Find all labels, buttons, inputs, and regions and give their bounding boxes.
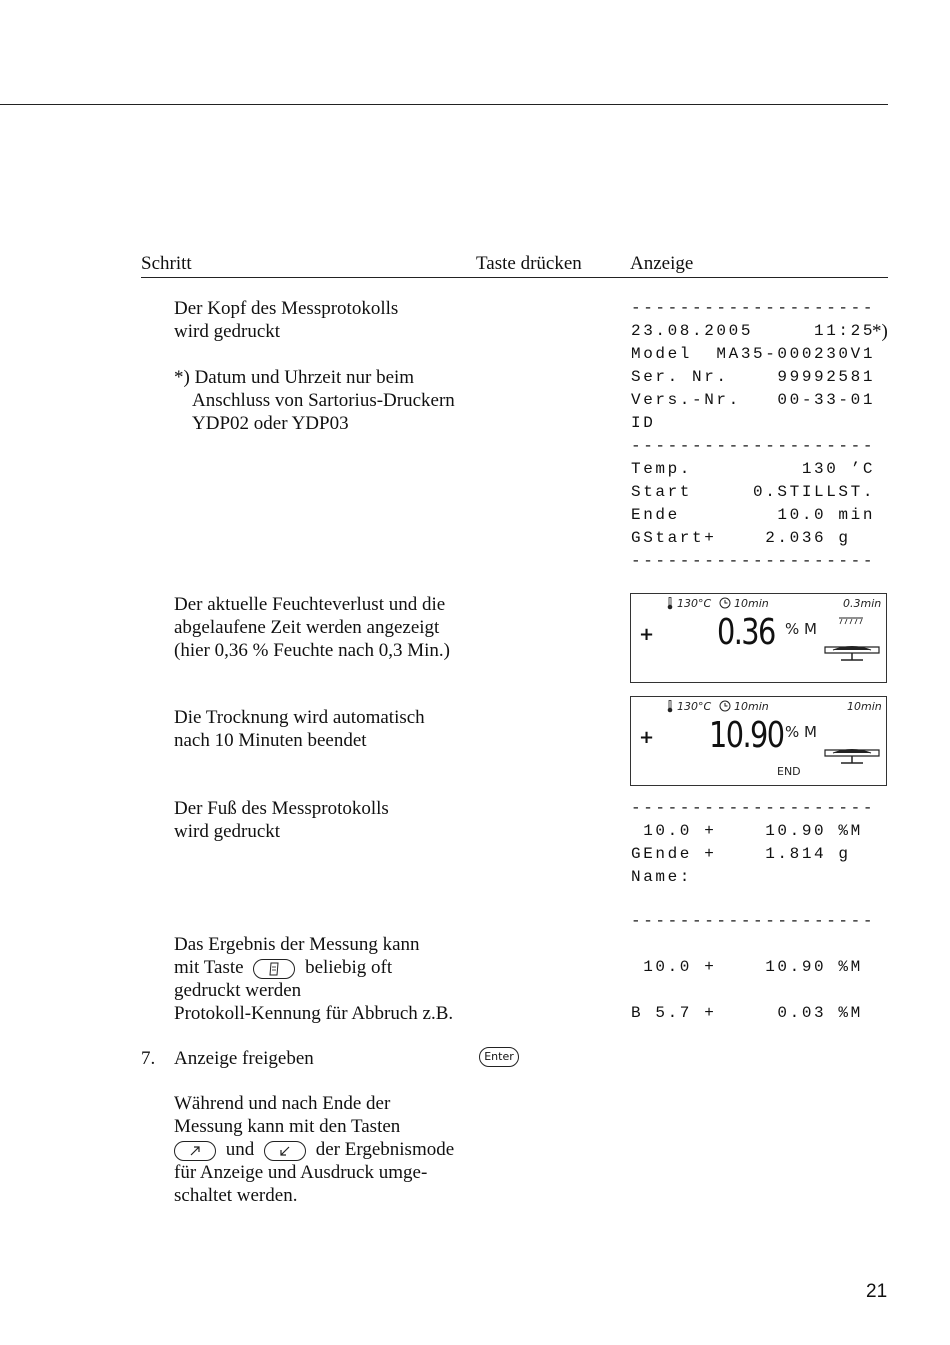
block6-line-3-mid: und — [225, 1139, 255, 1160]
block6-line-1: Während und nach Ende der — [174, 1093, 391, 1114]
weighing-pan-icon — [823, 747, 881, 765]
top-rule — [0, 104, 888, 105]
print-line: 10.0 + 10.90 %M — [631, 822, 863, 840]
lcd-sign: + — [639, 727, 655, 748]
step7-label: Anzeige freigeben — [174, 1048, 314, 1069]
print-line: Start 0.STILLST. — [631, 483, 876, 501]
thermometer-icon — [667, 700, 673, 713]
arrow-down-left-icon — [278, 1144, 292, 1158]
print-line: -------------------- — [631, 912, 876, 930]
block3-text-1: Die Trocknung wird automatisch — [174, 707, 425, 728]
enter-key[interactable]: Enter — [479, 1047, 519, 1067]
print-icon — [267, 962, 281, 976]
page-number: 21 — [866, 1281, 888, 1302]
lcd-status: END — [777, 765, 801, 778]
block5-line-2-post: beliebig oft — [305, 957, 393, 978]
print-line: GEnde + 1.814 g — [631, 845, 851, 863]
block2-text-1: Der aktuelle Feuchteverlust und die — [174, 594, 446, 615]
block6-line-4: für Anzeige und Ausdruck umge- — [174, 1162, 428, 1183]
block5-line-2-pre: mit Taste — [174, 957, 244, 978]
lcd-display-running — [630, 593, 887, 683]
print-line: Vers.-Nr. 00-33-01 — [631, 391, 876, 409]
print-line: -------------------- — [631, 552, 876, 570]
down-key[interactable] — [264, 1141, 306, 1161]
step7-number: 7. — [141, 1048, 156, 1069]
block1-note-3: YDP02 oder YDP03 — [192, 413, 349, 434]
print-line: -------------------- — [631, 299, 876, 317]
lcd-sign: + — [639, 624, 655, 645]
lcd-temp: 130°C — [677, 597, 712, 610]
block5-line-1: Das Ergebnis der Messung kann — [174, 934, 420, 955]
print-key[interactable] — [253, 959, 295, 979]
block1-text-1: Der Kopf des Messprotokolls — [174, 298, 399, 319]
print-line: -------------------- — [631, 437, 876, 455]
block6-line-3-post: der Ergebnismode — [315, 1139, 455, 1160]
print-line: Model MA35-000230V1 — [631, 345, 876, 363]
block2-text-3: (hier 0,36 % Feuchte nach 0,3 Min.) — [174, 640, 450, 661]
block6-line-3 — [174, 1138, 454, 1161]
lcd-unit: % M — [785, 723, 817, 741]
lcd-value: 10.90 — [709, 715, 784, 756]
lcd-value: 0.36 — [717, 612, 775, 653]
weighing-pan-icon — [823, 644, 881, 662]
clock-icon — [719, 597, 731, 609]
lcd-display-end — [630, 696, 887, 786]
clock-icon — [719, 700, 731, 712]
print-line: Ende 10.0 min — [631, 506, 876, 524]
lcd-temp: 130°C — [677, 700, 712, 713]
up-key[interactable] — [174, 1141, 216, 1161]
lcd-unit: % M — [785, 620, 817, 638]
thermometer-icon — [667, 597, 673, 610]
block1-note-1: *) Datum und Uhrzeit nur beim — [174, 367, 415, 388]
block4-text-1: Der Fuß des Messprotokolls — [174, 798, 389, 819]
lcd-time: 10min — [734, 700, 769, 713]
block5-line-4: Protokoll-Kennung für Abbruch z.B. — [174, 1003, 454, 1024]
header-display: Anzeige — [630, 253, 694, 274]
block6-line-2: Messung kann mit den Tasten — [174, 1116, 401, 1137]
header-rule — [141, 277, 888, 278]
print-line: 23.08.2005 11:25 — [631, 322, 876, 340]
print-line: ID — [631, 414, 656, 432]
header-step: Schritt — [141, 253, 192, 274]
block5-line-3: gedruckt werden — [174, 980, 302, 1001]
print-line: Temp. 130 ’C — [631, 460, 876, 478]
heater-icon — [837, 616, 865, 626]
print-footnote-mark: *) — [872, 321, 888, 342]
block5-line-2 — [174, 956, 392, 979]
print-line: GStart+ 2.036 g — [631, 529, 851, 547]
lcd-time: 10min — [734, 597, 769, 610]
block1-note-2: Anschluss von Sartorius-Druckern — [192, 390, 455, 411]
print-line: Ser. Nr. 99992581 — [631, 368, 876, 386]
header-key: Taste drücken — [476, 253, 582, 274]
block2-text-2: abgelaufene Zeit werden angezeigt — [174, 617, 440, 638]
print-line: B 5.7 + 0.03 %M — [631, 1004, 863, 1022]
print-line: Name: — [631, 868, 693, 886]
print-line: 10.0 + 10.90 %M — [631, 958, 863, 976]
lcd-elapsed: 0.3min — [843, 597, 882, 610]
lcd-elapsed: 10min — [847, 700, 882, 713]
print-line: -------------------- — [631, 799, 876, 817]
block4-text-2: wird gedruckt — [174, 821, 281, 842]
arrow-up-right-icon — [188, 1144, 202, 1158]
block1-text-2: wird gedruckt — [174, 321, 281, 342]
block3-text-2: nach 10 Minuten beendet — [174, 730, 367, 751]
block6-line-5: schaltet werden. — [174, 1185, 298, 1206]
